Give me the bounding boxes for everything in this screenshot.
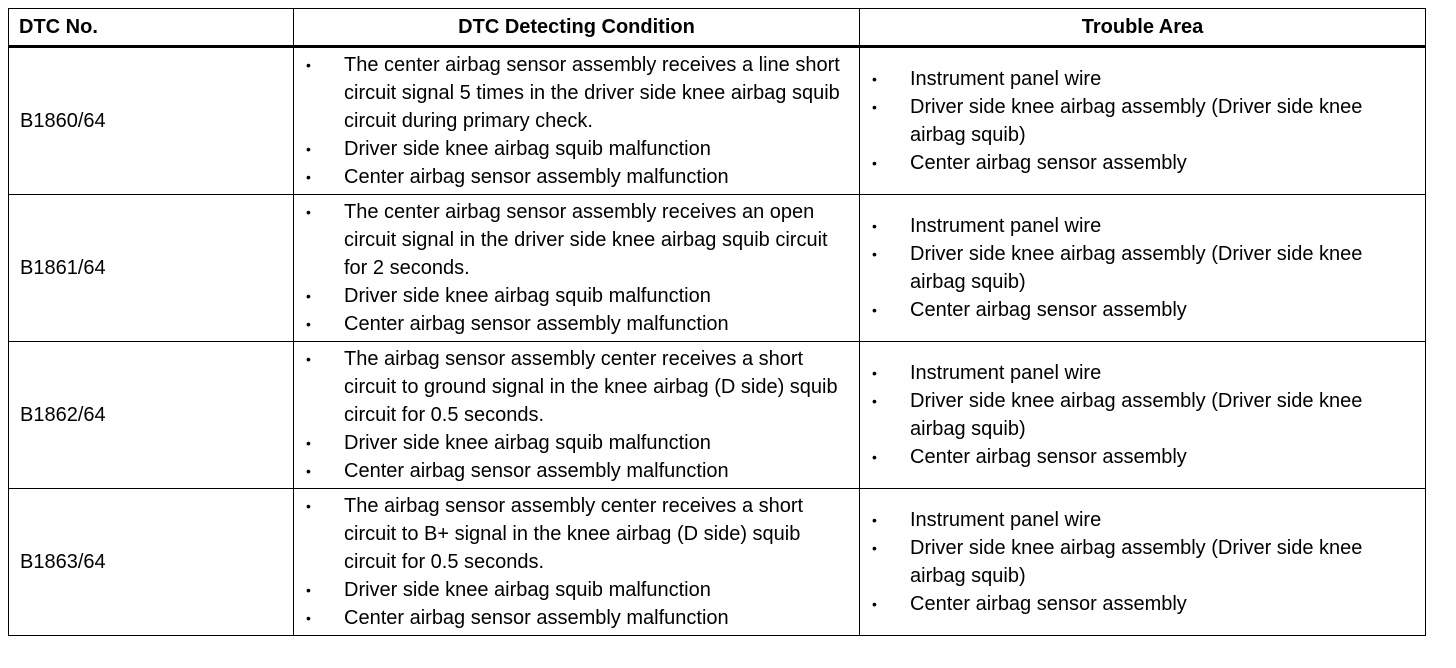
header-detecting-condition: DTC Detecting Condition — [294, 9, 860, 47]
condition-item — [294, 310, 859, 338]
table-row — [9, 195, 1426, 342]
condition-item — [294, 163, 859, 191]
bullet-icon: • — [306, 463, 311, 479]
dtc-code-cell: B1861/64 — [9, 195, 294, 342]
header-trouble-area: Trouble Area — [860, 9, 1426, 47]
bullet-icon: • — [872, 155, 877, 171]
detecting-condition-cell — [294, 489, 860, 636]
area-text: Center airbag sensor assembly — [910, 593, 1187, 615]
bullet-icon: • — [306, 351, 311, 367]
condition-item — [294, 604, 859, 632]
bullet-icon: • — [306, 582, 311, 598]
bullet-icon: • — [872, 393, 877, 409]
bullet-icon: • — [306, 141, 311, 157]
area-text: Driver side knee airbag assembly (Driver side knee airbag squib) — [910, 243, 1363, 293]
detecting-condition-cell — [294, 342, 860, 489]
condition-item — [294, 492, 859, 576]
detecting-condition-cell — [294, 47, 860, 195]
area-text: Center airbag sensor assembly — [910, 152, 1187, 174]
area-text: Center airbag sensor assembly — [910, 446, 1187, 468]
condition-text: Driver side knee airbag squib malfunction — [344, 579, 711, 601]
bullet-icon: • — [872, 449, 877, 465]
bullet-icon: • — [306, 316, 311, 332]
condition-item — [294, 576, 859, 604]
condition-item — [294, 457, 859, 485]
bullet-icon: • — [306, 169, 311, 185]
bullet-icon: • — [306, 288, 311, 304]
trouble-area-cell — [860, 342, 1426, 489]
condition-item — [294, 345, 859, 429]
bullet-icon: • — [872, 512, 877, 528]
condition-text: Center airbag sensor assembly malfunction — [344, 313, 729, 335]
bullet-icon: • — [872, 246, 877, 262]
area-item — [860, 359, 1425, 387]
bullet-icon: • — [872, 596, 877, 612]
condition-text: The airbag sensor assembly center receives a short circuit to B+ signal in the knee airbag (D side) squib circuit for 0.5 seconds. — [344, 495, 804, 573]
condition-text: Center airbag sensor assembly malfunction — [344, 460, 729, 482]
bullet-icon: • — [872, 540, 877, 556]
dtc-code-cell: B1863/64 — [9, 489, 294, 636]
table-body — [9, 47, 1426, 636]
area-item — [860, 93, 1425, 149]
table-row — [9, 489, 1426, 636]
area-item — [860, 506, 1425, 534]
dtc-table — [8, 8, 1426, 636]
condition-text: The center airbag sensor assembly receives a line short circuit signal 5 times in the driver side knee airbag squib circuit during primary check. — [344, 54, 840, 132]
condition-text: Center airbag sensor assembly malfunction — [344, 607, 729, 629]
area-item — [860, 149, 1425, 177]
table-row — [9, 342, 1426, 489]
bullet-icon: • — [306, 57, 311, 73]
bullet-icon: • — [872, 71, 877, 87]
dtc-table-container — [8, 8, 1425, 636]
condition-item — [294, 135, 859, 163]
table-header-row — [9, 9, 1426, 47]
area-item — [860, 387, 1425, 443]
area-item — [860, 65, 1425, 93]
area-item — [860, 590, 1425, 618]
bullet-icon: • — [306, 498, 311, 514]
bullet-icon: • — [872, 302, 877, 318]
condition-text: The airbag sensor assembly center receives a short circuit to ground signal in the knee airbag (D side) squib circuit for 0.5 seconds. — [344, 348, 838, 426]
area-text: Instrument panel wire — [910, 68, 1102, 90]
condition-item — [294, 51, 859, 135]
detecting-condition-cell — [294, 195, 860, 342]
condition-item — [294, 198, 859, 282]
area-item — [860, 296, 1425, 324]
bullet-icon: • — [872, 218, 877, 234]
condition-text: Driver side knee airbag squib malfunction — [344, 285, 711, 307]
area-item — [860, 240, 1425, 296]
area-text: Driver side knee airbag assembly (Driver side knee airbag squib) — [910, 390, 1363, 440]
area-item — [860, 534, 1425, 590]
condition-item — [294, 429, 859, 457]
condition-item — [294, 282, 859, 310]
header-dtc-no: DTC No. — [9, 9, 294, 47]
area-text: Instrument panel wire — [910, 215, 1102, 237]
condition-text: Center airbag sensor assembly malfunction — [344, 166, 729, 188]
area-text: Driver side knee airbag assembly (Driver side knee airbag squib) — [910, 96, 1363, 146]
trouble-area-cell — [860, 195, 1426, 342]
area-text: Instrument panel wire — [910, 362, 1102, 384]
table-row — [9, 47, 1426, 195]
area-text: Center airbag sensor assembly — [910, 299, 1187, 321]
trouble-area-cell — [860, 489, 1426, 636]
bullet-icon: • — [872, 365, 877, 381]
condition-text: The center airbag sensor assembly receives an open circuit signal in the driver side knee airbag squib circuit for 2 seconds. — [344, 201, 828, 279]
condition-text: Driver side knee airbag squib malfunction — [344, 138, 711, 160]
area-text: Driver side knee airbag assembly (Driver side knee airbag squib) — [910, 537, 1363, 587]
area-item — [860, 443, 1425, 471]
dtc-code-cell: B1862/64 — [9, 342, 294, 489]
dtc-code-cell: B1860/64 — [9, 47, 294, 195]
bullet-icon: • — [872, 99, 877, 115]
bullet-icon: • — [306, 204, 311, 220]
area-item — [860, 212, 1425, 240]
area-text: Instrument panel wire — [910, 509, 1102, 531]
trouble-area-cell — [860, 47, 1426, 195]
bullet-icon: • — [306, 610, 311, 626]
bullet-icon: • — [306, 435, 311, 451]
condition-text: Driver side knee airbag squib malfunction — [344, 432, 711, 454]
